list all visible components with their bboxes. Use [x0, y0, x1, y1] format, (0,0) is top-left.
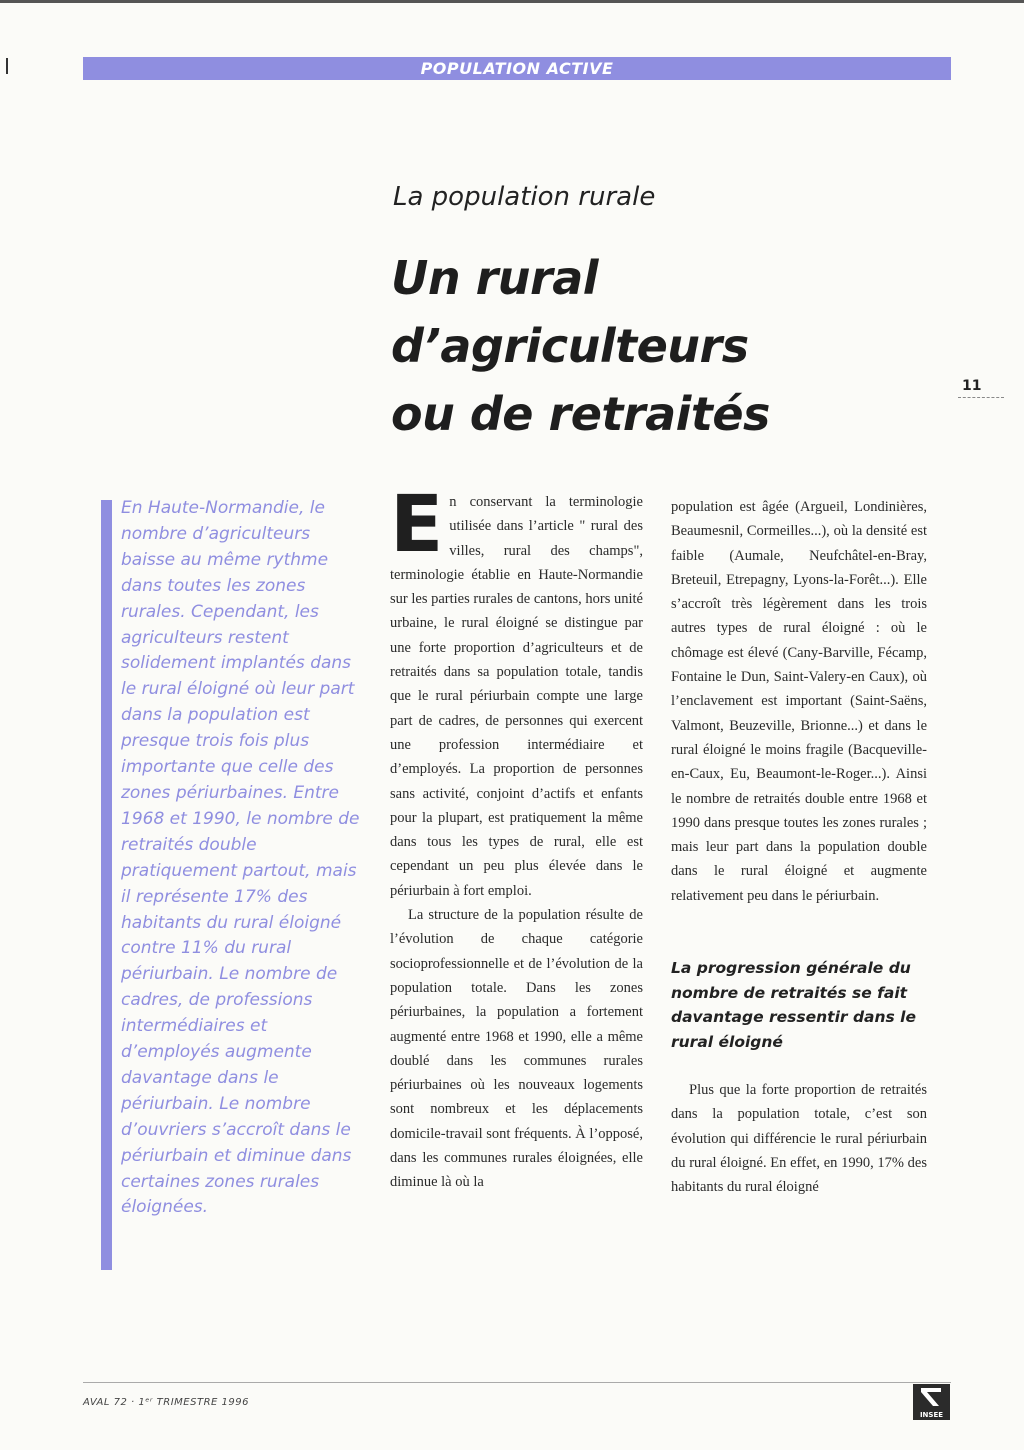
footer-publication: AVAL 72 · 1ᵉʳ TRIMESTRE 1996 — [83, 1397, 249, 1408]
section-subheading: La progression générale du nombre de retraités se fait davantage ressentir dans le rural éloigné — [671, 959, 916, 1051]
section-header: POPULATION ACTIVE — [83, 57, 951, 80]
sidebar-accent-bar — [101, 500, 112, 1270]
page-number-rule — [958, 397, 1004, 398]
top-border — [0, 0, 1024, 3]
insee-logo-icon — [913, 1384, 950, 1412]
logo-text: INSEE — [919, 1411, 944, 1419]
body-paragraph-4: Plus que la forte proportion de retraités dans la population totale, c’est son évolution qui différencie le rural périurbain du rural éloigné. En effet, en 1990, 17% des habitants du rural éloigné — [671, 1082, 927, 1196]
footer-rule — [83, 1382, 951, 1383]
page-number: 11 — [962, 378, 982, 394]
body-column-1 — [390, 480, 643, 1195]
article-subtitle: La population rurale — [393, 182, 656, 212]
margin-mark — [6, 58, 8, 74]
drop-cap: E — [390, 480, 444, 570]
body-paragraph-3: population est âgée (Argueil, Londinières, Beaumesnil, Cormeilles...), où la densité est faible (Aumale, Neufchâtel-en-Bray, Breteuil, Etrepagny, Lyons-la-Forêt...). Elle s’accroît très légèrement dans les trois autres types de rural éloigné : où le chômage est élevé (Cany-Barville, Fécamp, Fontaine le Dun, Saint-Valery-en Caux), où l’enclavement est important (Saint-Saëns, Valmont, Beuzeville, Brionne...) et dans le rural éloigné le moins fragile (Bacqueville-en-Caux, Eu, Beaumont-le-Roger...). Ainsi le nombre de retraités double entre 1968 et 1990 dans presque toutes les zones rurales ; mais leur part dans la population double dans le rural éloigné et augmente relativement peu dans le périurbain. — [671, 499, 927, 904]
insee-logo — [913, 1384, 950, 1420]
title-line-2: d’agriculteurs — [391, 319, 749, 373]
article-title — [391, 244, 911, 448]
title-line-1: Un rural — [391, 251, 599, 305]
title-line-3: ou de retraités — [391, 387, 770, 441]
body-paragraph-1: En conservant la terminologie utilisée dans l’article " rural des villes, rural des champs", terminologie établie en Haute-Normandie sur les parties rurales de cantons, hors unité urbaine, le rural éloigné se distingue par une forte proportion d’agriculteurs et de retraités dans sa population totale, tandis que le rural périurbain compte une large part de cadres, de personnes qui exercent une profession intermédiaire et d’employés. La proportion de personnes sans activité, conjoint d’actifs et enfants pour la plupart, est pratiquement la même dans tous les types de rural, elle est cependant un peu plus élevée dans le périurbain à fort emploi. — [390, 480, 643, 899]
body-column-2 — [671, 495, 927, 1200]
summary-sidebar: En Haute-Normandie, le nombre d’agriculteurs baisse au même rythme dans toutes les zones rurales. Cependant, les agriculteurs restent solidement implantés dans le rural éloigné où leur part dans la population est presque trois fois plus importante que celle des zones périurbaines. Entre 1968 et 1990, le nombre de retraités double pratiquement partout, mais il représente 17% des habitants du rural éloigné contre 11% du rural périurbain. Le nombre de cadres, de professions intermédiaires et d’employés augmente davantage dans le périurbain. Le nombre d’ouvriers s’accroît dans le périurbain et diminue dans certaines zones rurales éloignées. — [121, 498, 360, 1218]
body-paragraph-2: La structure de la population résulte de l’évolution de chaque catégorie socioprofessionnelle et de l’évolution de la population totale. Dans les zones périurbaines, la population a fortement augmenté entre 1968 et 1990, elle a même doublé dans les communes rurales périurbaines où les nouveaux logements sont nombreux et les déplacements domicile-travail sont fréquents. À l’opposé, dans les communes rurales éloignées, elle diminue là où la — [390, 907, 643, 1191]
